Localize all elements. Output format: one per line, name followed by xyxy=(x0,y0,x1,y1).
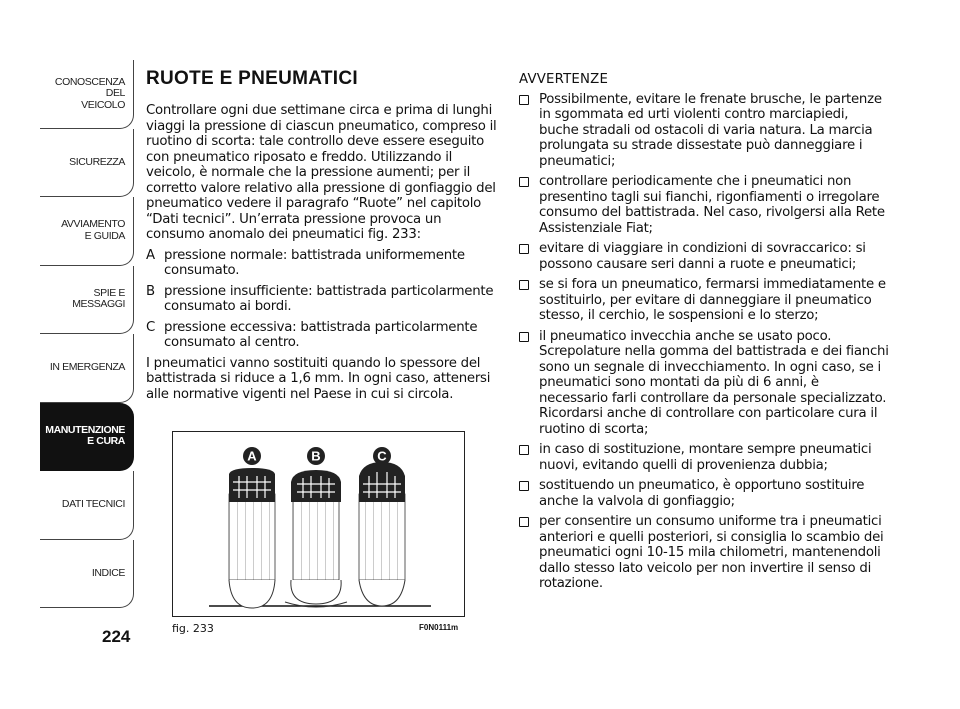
tab-conoscenza-del-veicolo[interactable] xyxy=(40,60,134,129)
tyre-c-illustration xyxy=(359,447,405,606)
checkbox-bullet-icon xyxy=(519,481,529,491)
tyres-section xyxy=(146,68,502,402)
tab-avviamento-e-guida[interactable] xyxy=(40,197,134,266)
definition-key: B xyxy=(146,283,155,299)
figure-label-c: C xyxy=(377,448,387,464)
closing-paragraph: I pneumatici vanno sostituiti quando lo spessore del battistrada si riduce a 1,6 mm. In ogni caso, attenersi alle normative vigenti nel Paese in cui si circola. xyxy=(146,355,491,402)
tab-indice[interactable] xyxy=(40,540,134,609)
tyre-wear-illustration xyxy=(173,432,464,616)
figure-caption: fig. 233 xyxy=(172,622,214,635)
checkbox-bullet-icon xyxy=(519,445,529,455)
warning-item xyxy=(519,478,889,509)
tab-label-line: SICUREZZA xyxy=(69,155,125,168)
warning-item-text: se si fora un pneumatico, fermarsi immediatamente e sostituirlo, per evitare di danneggiare il pneumatico stesso, il cerchio, le sospensioni e lo sterzo; xyxy=(539,277,886,323)
tab-dati-tecnici[interactable] xyxy=(40,471,134,540)
checkbox-bullet-icon xyxy=(519,95,529,105)
checkbox-bullet-icon xyxy=(519,517,529,527)
warning-item xyxy=(519,277,889,324)
tab-label-line: AVVIAMENTO xyxy=(61,218,125,231)
checkbox-bullet-icon xyxy=(519,177,529,187)
tab-label-line: DEL xyxy=(105,87,125,99)
warning-item-text: sostituendo un pneumatico, è opportuno sostituire anche la valvola di gonfiaggio; xyxy=(539,478,865,509)
warning-item-text: evitare di viaggiare in condizioni di sovraccarico: si possono causare seri danni a ruote e pneumatici; xyxy=(539,241,866,272)
checkbox-bullet-icon xyxy=(519,332,529,342)
warning-item xyxy=(519,174,889,236)
definition-item xyxy=(146,284,502,315)
tab-label-line: DATI TECNICI xyxy=(61,498,125,510)
chapter-sidebar xyxy=(40,60,134,608)
definition-key: C xyxy=(146,319,156,335)
section-title: RUOTE E PNEUMATICI xyxy=(146,68,358,89)
tab-label-line: INDICE xyxy=(91,566,125,579)
definition-text: pressione normale: battistrada uniformemente consumato. xyxy=(164,247,465,278)
definition-item xyxy=(146,320,502,351)
tab-label-line: E CURA xyxy=(87,435,125,448)
tab-manutenzione-e-cura[interactable] xyxy=(40,403,134,472)
warning-item xyxy=(519,329,889,438)
warning-heading: AVVERTENZE xyxy=(519,72,609,87)
definition-text: pressione eccessiva: battistrada particolarmente consumato al centro. xyxy=(164,319,478,350)
tab-label-line: VEICOLO xyxy=(81,98,125,111)
warning-item-text: il pneumatico invecchia anche se usato poco. Screpolature nella gomma del battistrada e dei fianchi sono un segnale di invecchiamento. In ogni caso, se i pneumatici sono montati da più di 6 anni, è necessario farli controllare da personale specializzato. Ricordarsi anche di controllare con particolare cura il ruotino di scorta; xyxy=(539,328,889,437)
page-number: 224 xyxy=(102,627,131,646)
tyre-wear-figure xyxy=(172,431,465,617)
figure-code: F0N0111m xyxy=(419,623,459,632)
checkbox-bullet-icon xyxy=(519,280,529,290)
tab-label-line: MANUTENZIONE xyxy=(45,423,125,436)
definition-item xyxy=(146,248,502,279)
warning-item xyxy=(519,442,889,473)
intro-paragraph: Controllare ogni due settimane circa e prima di lunghi viaggi la pressione di ciascun pneumatico, compreso il ruotino di scorta: tale controllo deve essere eseguito con pneumatico riposato e freddo. Utilizzando il veicolo, è normale che la pressione aumenti; per il corretto valore relativo alla pressione di gonfiaggio del pneumatico vedere il paragrafo “Ruote” nel capitolo “Dati tecnici”. Un’errata pressione provoca un consumo anomalo dei pneumatici fig. 233: xyxy=(146,103,497,242)
warning-item xyxy=(519,241,889,272)
figure-label-a: A xyxy=(247,448,257,464)
warning-section xyxy=(519,72,889,597)
definition-key: A xyxy=(146,247,155,263)
checkbox-bullet-icon xyxy=(519,244,529,254)
tab-label-line: IN EMERGENZA xyxy=(49,361,125,373)
tab-label-line: SPIE E xyxy=(93,286,125,299)
tab-in-emergenza[interactable] xyxy=(40,334,134,403)
tab-spie-e-messaggi[interactable] xyxy=(40,266,134,335)
warning-item xyxy=(519,92,889,170)
warning-item-text: controllare periodicamente che i pneumatici non presentino tagli sui fianchi, rigonfiamenti o irregolare consumo del battistrada. Nel caso, rivolgersi alla Rete Assistenziale Fiat; xyxy=(539,174,885,236)
tab-label-line: MESSAGGI xyxy=(72,298,125,311)
figure-label-b: B xyxy=(311,448,321,464)
tyre-b-illustration xyxy=(285,447,347,607)
tab-sicurezza[interactable] xyxy=(40,129,134,198)
warning-item-text: in caso di sostituzione, montare sempre pneumatici nuovi, evitando quelli di provenienza dubbia; xyxy=(539,442,872,473)
tyre-a-illustration xyxy=(229,447,275,608)
definition-text: pressione insufficiente: battistrada particolarmente consumato ai bordi. xyxy=(164,283,494,314)
warning-item-text: Possibilmente, evitare le frenate brusche, le partenze in sgommata ed urti violenti contro marciapiedi, buche stradali od ostacoli di varia natura. La marcia prolungata su strade dissestate può danneggiare i pneumatici; xyxy=(539,91,882,169)
warning-item-text: per consentire un consumo uniforme tra i pneumatici anteriori e quelli posteriori, si consiglia lo scambio dei pneumatici ogni 10-15 mila chilometri, mantenendoli dallo stesso lato veicolo per non invertire il senso di rotazione. xyxy=(539,514,884,591)
warning-item xyxy=(519,514,889,592)
tab-label-line: CONOSCENZA xyxy=(54,75,125,88)
tab-label-line: E GUIDA xyxy=(84,229,125,242)
